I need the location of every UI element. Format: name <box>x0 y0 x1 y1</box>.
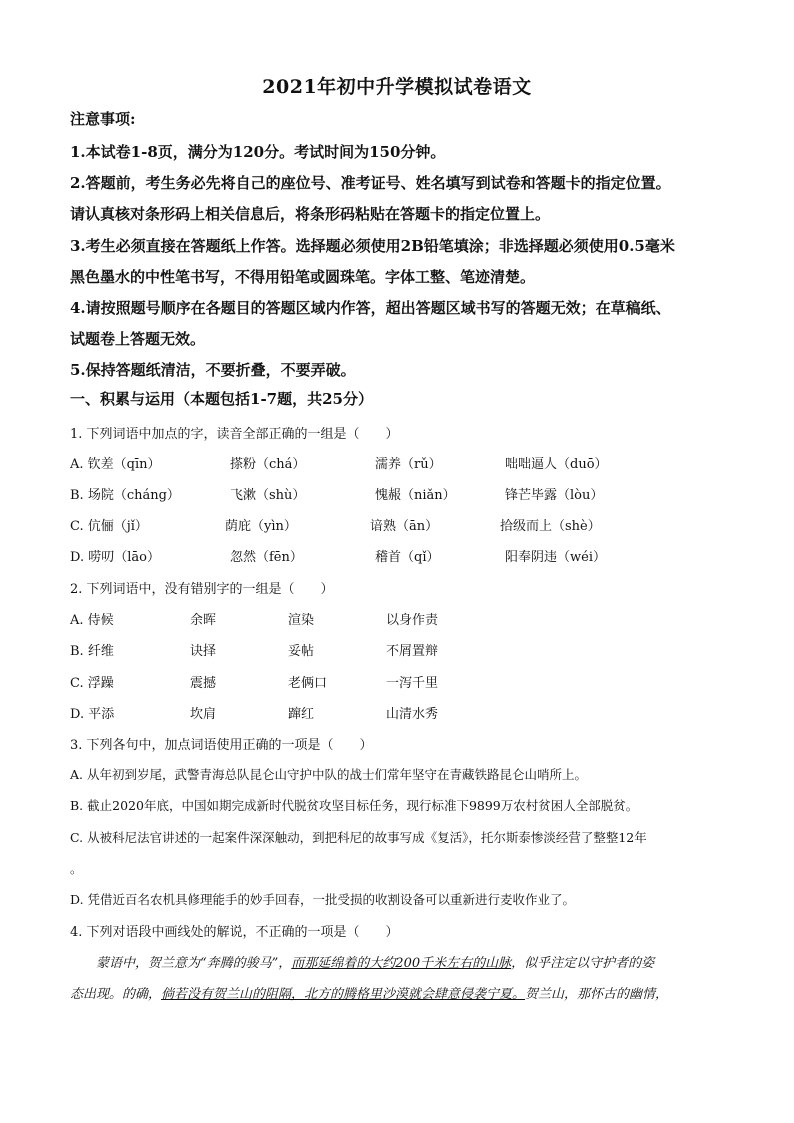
question-2-option-a <box>70 609 750 629</box>
question-3-option-a: A. 从年初到岁尾，武警青海总队昆仑山守护中队的战士们常年坚守在青藏铁路昆仑山哨所上。 <box>70 767 587 782</box>
option-item: D. 平添 <box>70 707 115 722</box>
option-item: 忽然（fēn） <box>230 550 303 565</box>
notice-rule-1: 1.本试卷1-8页，满分为120分。考试时间为150分钟。 <box>70 143 446 161</box>
option-item: 山清水秀 <box>386 707 439 722</box>
option-item: A. 侍候 <box>70 613 114 628</box>
notice-rule-3-line-1: 3.考生必须直接在答题纸上作答。选择题必须使用2B铅笔填涂；非选择题必须使用0.5毫米 <box>70 237 675 255</box>
question-1-option-a <box>70 453 750 473</box>
option-item: 渲染 <box>288 613 315 628</box>
notice-rule-3-line-2: 黑色墨水的中性笔书写，不得用铅笔或圆珠笔。字体工整、笔迹清楚。 <box>70 268 536 286</box>
underlined-phrase-1: 而那延绵着的大约200千米左右的山脉 <box>291 956 512 971</box>
question-1-option-c <box>70 515 750 535</box>
option-item: B. 场院（cháng） <box>70 488 180 503</box>
option-item: C. 伉俪（jǐ） <box>70 519 148 534</box>
underlined-phrase-2: 倘若没有贺兰山的阻隔，北方的腾格里沙漠就会肆意侵袭宁夏。 <box>161 987 526 1002</box>
option-item: 震撼 <box>190 676 217 691</box>
question-4-stem: 4. 下列对语段中画线处的解说，不正确的一项是（ ） <box>70 925 399 940</box>
question-3-option-c-line-1: C. 从被科尼法官讲述的一起案件深深触动，到把科尼的故事写成《复活》，托尔斯泰惨淡经营了整整12年 <box>70 830 647 845</box>
option-item: 愧赧（niǎn） <box>375 488 456 503</box>
option-item: 老俩口 <box>288 676 328 691</box>
option-item: 坎肩 <box>190 707 217 722</box>
question-1-stem: 1. 下列词语中加点的字，读音全部正确的一组是（ ） <box>70 427 399 442</box>
option-item: B. 纤维 <box>70 644 114 659</box>
notice-rule-4-line-2: 试题卷上答题无效。 <box>70 330 206 348</box>
notice-rule-5: 5.保持答题纸清洁，不要折叠，不要弄破。 <box>70 361 356 379</box>
option-item: 濡养（rǔ） <box>375 457 442 472</box>
question-3-option-c-line-2: 。 <box>70 861 83 876</box>
option-item: 拾级而上（shè） <box>500 519 601 534</box>
option-item: 阳奉阴违（wéi） <box>505 550 606 565</box>
option-item: 以身作责 <box>386 613 439 628</box>
option-item: 不屑置辩 <box>386 644 439 659</box>
question-4-passage <box>70 948 730 1010</box>
notice-rule-2-line-2: 请认真核对条形码上相关信息后，将条形码粘贴在答题卡的指定位置上。 <box>70 205 551 223</box>
notice-rule-2-line-1: 2.答题前，考生务必先将自己的座位号、准考证号、姓名填写到试卷和答题卡的指定位置。 <box>70 174 671 192</box>
option-item: D. 唠叨（lāo） <box>70 550 160 565</box>
question-3-option-b: B. 截止2020年底，中国如期完成新时代脱贫攻坚目标任务，现行标准下9899万农村贫困人全部脱贫。 <box>70 798 639 813</box>
question-1-option-d <box>70 546 750 566</box>
question-3-option-d: D. 凭借近百名农机具修理能手的妙手回春，一批受损的收割设备可以重新进行麦收作业了。 <box>70 892 576 907</box>
passage-text: 蒙语中，贺兰意为“奔腾的骏马”， <box>70 956 292 971</box>
question-2-option-c <box>70 672 750 692</box>
question-1-option-b <box>70 484 750 504</box>
option-item: 稽首（qǐ） <box>375 550 440 565</box>
notice-heading: 注意事项: <box>70 110 136 128</box>
option-item: 荫庇（yìn） <box>225 519 297 534</box>
option-item: 妥帖 <box>288 644 315 659</box>
page-title: 2021年初中升学模拟试卷语文 <box>262 76 532 98</box>
option-item: 谙熟（ān） <box>370 519 439 534</box>
question-3-stem: 3. 下列各句中，加点词语使用正确的一项是（ ） <box>70 738 373 753</box>
notice-rule-4-line-1: 4.请按照题号顺序在各题目的答题区域内作答，超出答题区域书写的答题无效；在草稿纸、 <box>70 299 671 317</box>
option-item: C. 浮躁 <box>70 676 114 691</box>
option-item: 搽粉（chá） <box>230 457 306 472</box>
passage-text: ，似乎注定以守护者的姿 <box>511 956 655 971</box>
option-item: 余晖 <box>190 613 217 628</box>
passage-line-1 <box>70 948 730 979</box>
option-item: 诀择 <box>190 644 217 659</box>
question-2-option-d <box>70 703 750 723</box>
option-item: 飞漱（shù） <box>230 488 306 503</box>
passage-line-2 <box>70 979 730 1010</box>
option-item: 蹿红 <box>288 707 315 722</box>
question-2-stem: 2. 下列词语中，没有错别字的一组是（ ） <box>70 582 334 597</box>
option-item: 一泻千里 <box>386 676 439 691</box>
section-heading: 一、积累与运用（本题包括1-7题，共25分） <box>70 390 373 408</box>
option-item: A. 钦差（qīn） <box>70 457 161 472</box>
question-2-option-b <box>70 640 750 660</box>
passage-text: 态出现。的确， <box>70 987 162 1002</box>
passage-text: 贺兰山，那怀古的幽情， <box>525 987 669 1002</box>
option-item: 咄咄逼人（duō） <box>505 457 608 472</box>
option-item: 锋芒毕露（lòu） <box>505 488 604 503</box>
